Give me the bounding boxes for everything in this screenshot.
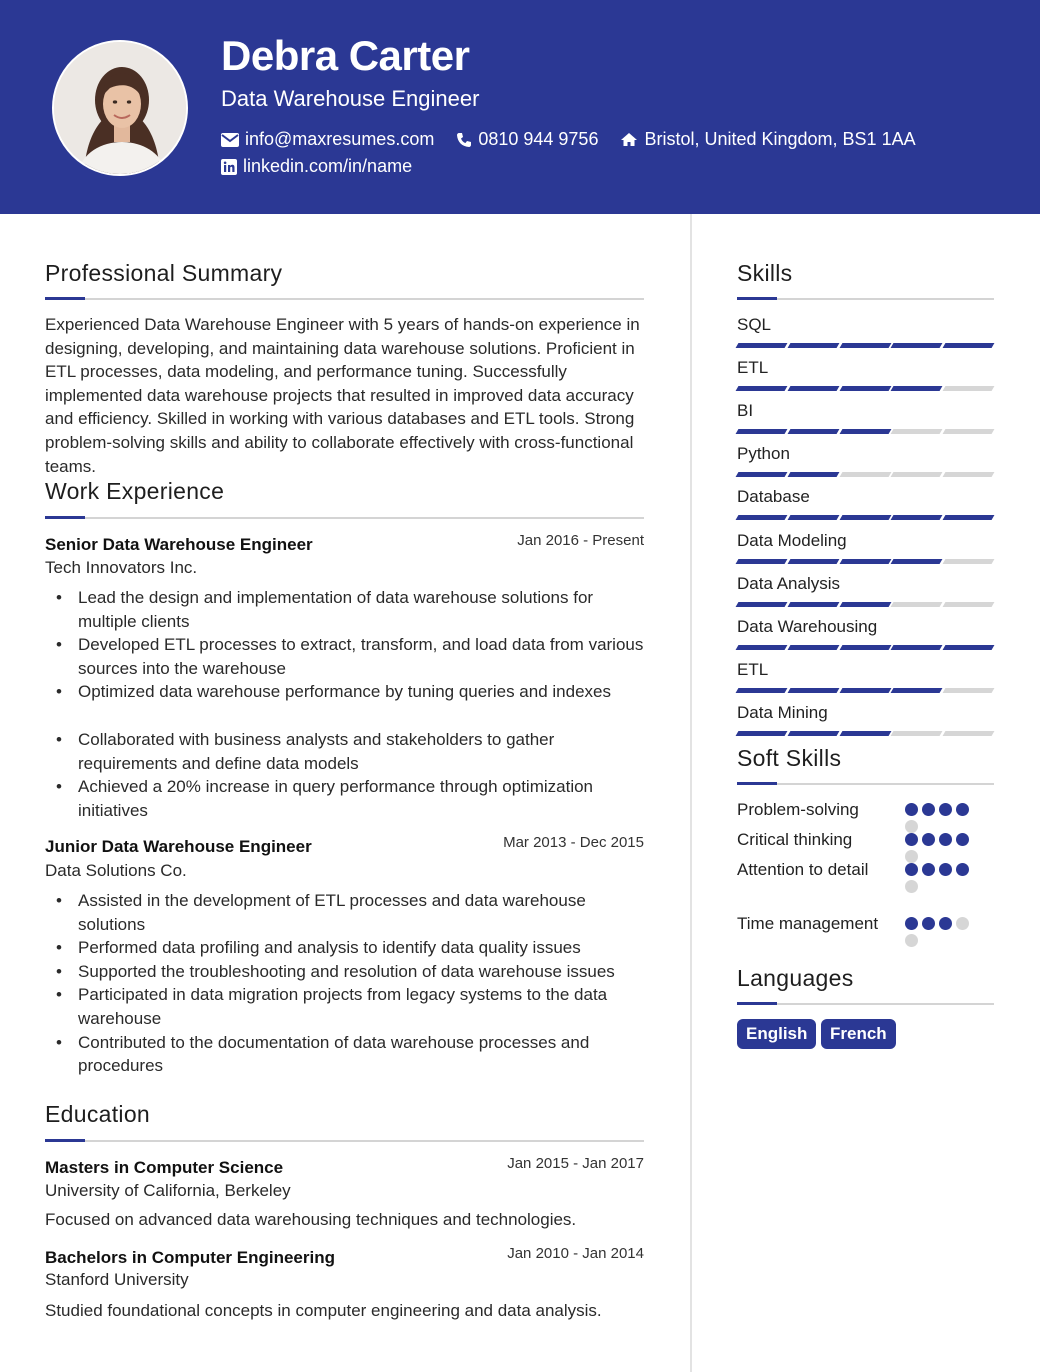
list-item: • Participated in data migration projects from legacy systems to the data warehouse xyxy=(45,983,649,1030)
skill-level-segment xyxy=(787,343,839,348)
skill-level-segment xyxy=(736,688,788,693)
rating-dot xyxy=(905,833,918,846)
portrait-image xyxy=(54,42,188,176)
list-item: • Contributed to the documentation of data warehouse processes and procedures xyxy=(45,1031,649,1078)
rating-dot xyxy=(922,917,935,930)
skill-level-segment xyxy=(839,472,891,477)
skill-level-segment xyxy=(943,602,995,607)
candidate-title: Data Warehouse Engineer xyxy=(221,86,480,111)
soft-skill-rating xyxy=(905,803,979,833)
column-divider xyxy=(690,214,692,1372)
summary-text: Experienced Data Warehouse Engineer with 5 years of hands-on experience in designing, developing, and maintaining data warehouse solutions. Proficient in ETL processes, data modeling, and performance tuning. Successfully implemented data warehouse projects that resulted in improved data accuracy and efficiency. Skilled in working with various databases and ETL tools. Strong problem-solving skills and ability to collaborate effectively with cross-functional teams. xyxy=(45,315,640,476)
job-bullets xyxy=(45,586,649,822)
skill-name: Data Mining xyxy=(737,703,828,722)
rating-dot xyxy=(956,917,969,930)
soft-skill-name: Problem-solving xyxy=(737,800,859,819)
skill-level-segment xyxy=(891,472,943,477)
envelope-icon xyxy=(221,133,239,147)
soft-skill-name: Critical thinking xyxy=(737,830,853,849)
soft-skill-name: Time management xyxy=(737,914,879,933)
skill-level-bar xyxy=(737,731,993,736)
list-item: • Performed data profiling and analysis to identify data quality issues xyxy=(45,936,649,960)
experience-heading: Work Experience xyxy=(45,478,225,504)
languages-rule xyxy=(737,1003,994,1005)
skill-level-segment xyxy=(787,688,839,693)
skill-level-segment xyxy=(736,472,788,477)
job-title: Senior Data Warehouse Engineer xyxy=(45,535,313,554)
skill-level-segment xyxy=(943,343,995,348)
skill-name: Python xyxy=(737,444,790,463)
contact-email-text: info@maxresumes.com xyxy=(245,129,435,149)
rating-dot xyxy=(905,863,918,876)
skill-name: ETL xyxy=(737,358,769,377)
list-item: • Supported the troubleshooting and resolution of data warehouse issues xyxy=(45,960,649,984)
rating-dot xyxy=(939,803,952,816)
contact-row-primary xyxy=(221,129,938,150)
soft-skill-rating xyxy=(905,917,979,947)
rating-dot xyxy=(939,833,952,846)
education-heading: Education xyxy=(45,1101,150,1127)
resume-header xyxy=(0,0,1040,214)
language-badge: French xyxy=(821,1019,896,1049)
job-dates: Mar 2013 - Dec 2015 xyxy=(503,834,644,851)
rating-dot xyxy=(939,863,952,876)
contact-row-secondary xyxy=(221,156,434,177)
skill-level-segment xyxy=(787,645,839,650)
skill-level-bar xyxy=(737,386,993,391)
skill-level-segment xyxy=(943,429,995,434)
contact-location-text: Bristol, United Kingdom, BS1 1AA xyxy=(644,129,916,149)
rating-dot xyxy=(905,934,918,947)
skill-level-segment xyxy=(839,515,891,520)
degree-dates: Jan 2015 - Jan 2017 xyxy=(507,1155,644,1172)
soft-skill-rating xyxy=(905,833,979,863)
skill-level-segment xyxy=(943,515,995,520)
rating-dot xyxy=(905,917,918,930)
job-company: Tech Innovators Inc. xyxy=(45,558,198,577)
skill-level-bar xyxy=(737,602,993,607)
skill-level-segment xyxy=(787,472,839,477)
contact-phone-text: 0810 944 9756 xyxy=(478,129,599,149)
skill-level-segment xyxy=(839,343,891,348)
language-badge: English xyxy=(737,1019,816,1049)
degree-description: Focused on advanced data warehousing techniques and technologies. xyxy=(45,1210,577,1229)
skill-name: Data Warehousing xyxy=(737,617,878,636)
degree-title: Masters in Computer Science xyxy=(45,1158,284,1177)
list-item: • Achieved a 20% increase in query performance through optimization initiatives xyxy=(45,775,649,822)
skill-level-segment xyxy=(787,602,839,607)
skill-level-segment xyxy=(787,515,839,520)
skill-level-segment xyxy=(891,343,943,348)
education-rule xyxy=(45,1140,644,1142)
skill-level-segment xyxy=(891,429,943,434)
summary-rule xyxy=(45,298,644,300)
skill-level-segment xyxy=(839,688,891,693)
skill-name: Database xyxy=(737,487,810,506)
contact-phone[interactable] xyxy=(456,129,598,150)
skill-level-segment xyxy=(891,559,943,564)
skill-level-segment xyxy=(839,645,891,650)
phone-icon xyxy=(456,132,472,148)
list-item: • Assisted in the development of ETL processes and data warehouse solutions xyxy=(45,889,649,936)
home-icon xyxy=(620,132,638,147)
skill-name: Data Modeling xyxy=(737,531,847,550)
skill-level-segment xyxy=(736,602,788,607)
soft-skills-rule xyxy=(737,783,994,785)
skill-level-bar xyxy=(737,343,993,348)
skill-level-segment xyxy=(891,731,943,736)
languages-heading: Languages xyxy=(737,965,854,991)
skill-level-segment xyxy=(943,472,995,477)
skill-level-segment xyxy=(736,343,788,348)
rating-dot xyxy=(905,880,918,893)
skill-level-bar xyxy=(737,429,993,434)
contact-email[interactable] xyxy=(221,129,434,150)
skill-level-bar xyxy=(737,645,993,650)
contact-location xyxy=(620,129,915,150)
skill-name: SQL xyxy=(737,315,772,334)
job-bullets xyxy=(45,889,649,1078)
skill-level-segment xyxy=(736,429,788,434)
skill-name: Data Analysis xyxy=(737,574,840,593)
rating-dot xyxy=(922,803,935,816)
school-name: Stanford University xyxy=(45,1270,189,1289)
skill-level-segment xyxy=(943,688,995,693)
skill-level-bar xyxy=(737,559,993,564)
skill-level-bar xyxy=(737,515,993,520)
skill-level-segment xyxy=(891,645,943,650)
degree-dates: Jan 2010 - Jan 2014 xyxy=(507,1245,644,1262)
skill-level-bar xyxy=(737,472,993,477)
skill-level-segment xyxy=(943,559,995,564)
job-dates: Jan 2016 - Present xyxy=(517,532,644,549)
rating-dot xyxy=(905,820,918,833)
skill-level-segment xyxy=(891,386,943,391)
list-item: • Lead the design and implementation of data warehouse solutions for multiple clients xyxy=(45,586,649,633)
skill-level-segment xyxy=(736,731,788,736)
skill-level-segment xyxy=(891,602,943,607)
soft-skill-rating xyxy=(905,863,979,893)
list-item: • Optimized data warehouse performance by tuning queries and indexes xyxy=(45,680,649,704)
summary-heading: Professional Summary xyxy=(45,260,283,286)
skill-level-segment xyxy=(787,559,839,564)
skill-level-bar xyxy=(737,688,993,693)
skill-name: BI xyxy=(737,401,754,420)
skill-level-segment xyxy=(839,429,891,434)
candidate-name: Debra Carter xyxy=(221,32,470,79)
skills-heading: Skills xyxy=(737,260,793,286)
skill-level-segment xyxy=(736,559,788,564)
degree-title: Bachelors in Computer Engineering xyxy=(45,1248,335,1267)
contact-linkedin[interactable] xyxy=(221,156,412,177)
experience-rule xyxy=(45,517,644,519)
rating-dot xyxy=(956,863,969,876)
rating-dot xyxy=(939,917,952,930)
linkedin-icon xyxy=(221,159,237,175)
skill-level-segment xyxy=(736,386,788,391)
skill-level-segment xyxy=(787,731,839,736)
skill-level-segment xyxy=(839,386,891,391)
rating-dot xyxy=(905,803,918,816)
contact-linkedin-text: linkedin.com/in/name xyxy=(243,156,413,176)
skills-rule xyxy=(737,298,994,300)
rating-dot xyxy=(956,833,969,846)
skill-level-segment xyxy=(943,731,995,736)
skill-level-segment xyxy=(839,602,891,607)
school-name: University of California, Berkeley xyxy=(45,1181,291,1200)
skill-level-segment xyxy=(787,386,839,391)
skill-level-segment xyxy=(891,688,943,693)
list-item: • Collaborated with business analysts and stakeholders to gather requirements and define data models xyxy=(45,728,649,775)
skill-level-segment xyxy=(943,386,995,391)
skill-level-segment xyxy=(736,645,788,650)
job-company: Data Solutions Co. xyxy=(45,861,187,880)
degree-description: Studied foundational concepts in computer engineering and data analysis. xyxy=(45,1301,602,1320)
rating-dot xyxy=(922,863,935,876)
rating-dot xyxy=(922,833,935,846)
rating-dot xyxy=(905,850,918,863)
list-item: • Developed ETL processes to extract, transform, and load data from various sources into the warehouse xyxy=(45,633,649,680)
skill-level-segment xyxy=(839,731,891,736)
skill-level-segment xyxy=(839,559,891,564)
skill-level-segment xyxy=(787,429,839,434)
job-title: Junior Data Warehouse Engineer xyxy=(45,837,312,856)
skill-name: ETL xyxy=(737,660,769,679)
soft-skills-heading: Soft Skills xyxy=(737,745,842,771)
profile-photo xyxy=(52,40,188,176)
soft-skill-name: Attention to detail xyxy=(737,860,869,879)
skill-level-segment xyxy=(943,645,995,650)
skill-level-segment xyxy=(736,515,788,520)
rating-dot xyxy=(956,803,969,816)
skill-level-segment xyxy=(891,515,943,520)
